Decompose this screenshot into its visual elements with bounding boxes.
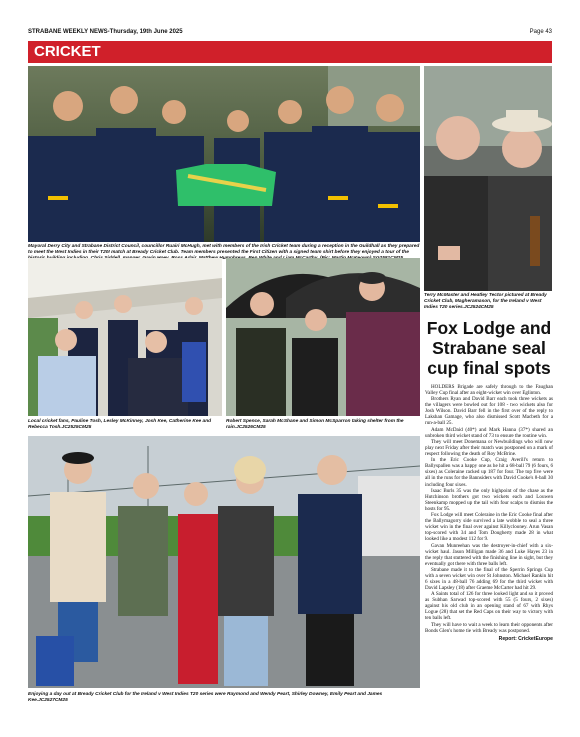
article-paragraph: They will have to wait a week to learn their opponents after Bonds Glen's home tie with Bready was postponed. bbox=[425, 621, 553, 634]
article-paragraph: They will meet Donemana or Newbuildings who will now play next Friday after their match was postponed on a mark of respect following the death of Roy McBrine. bbox=[425, 438, 553, 458]
article-paragraph: Isaac Burls 35 was the only highpoint of the chase as the Hutchinson brothers got two wickets each and Louwen Steenkamp mopped up the tail with four scalps to dismiss the hosts for 95. bbox=[425, 487, 553, 512]
caption-day-out-bready: Enjoying a day out at Bready Cricket Club for the Ireland v West Indies T20 series were Raymond and Wendy Peart, Shirley Downey, Emily Peart and James Kee.JC2527CM25 bbox=[28, 692, 383, 703]
photo-local-fans bbox=[28, 258, 222, 416]
caption-sheltering-rain: Robert Spence, Sarah McShane and Simon McSparron taking shelter from the rain.JC2526CM25 bbox=[226, 419, 404, 430]
article-paragraph: A Saints total of 126 for three looked light and so it proved as Subhan Sarwad top-scored with 55 (5 fours, 2 sixes) against his old club in an opening stand of 67 with Rhys Logue (28) that set the Red Caps on their way to victory with ten balls left. bbox=[425, 591, 553, 622]
article-paragraph: Brothers Ryan and David Barr each took three wickets as the villagers were bowled out for 108 - two wickets also for Josh Wilson. David Barr fell in the first over of the reply to Lakshan Gamage, who also dismissed Scott Macbeth for a run-a-ball 25. bbox=[425, 396, 553, 427]
header-publication: STRABANE WEEKLY NEWS-Thursday, 19th June 2025 bbox=[28, 29, 183, 35]
photo-team-reception bbox=[28, 66, 420, 242]
article-paragraph: In the Eric Cooke Cup, Craig Averill's return to Ballyspallen was a happy one as he hit a 68-ball 79 (6 fours, 6 sixes) as Coleraine racked up 187 for four. The top five were all in the runs for the Bannsiders with David Cooke's 8-ball 30 including four sixes. bbox=[425, 457, 553, 488]
article-body bbox=[425, 384, 553, 642]
page-number: Page 43 bbox=[529, 29, 552, 35]
photo-day-out-bready bbox=[28, 436, 420, 688]
article-paragraph: HOLDERS Brigade are safely through to the Faughan Valley Cup final after an eight-wicket win over Eglinton. bbox=[425, 384, 553, 397]
article-paragraph: Fox Lodge will meet Coleraine in the Eric Cooke final after the Ballymagorry side survived a late wobble to seal a three wicket win in the final over against Killyclooney. Arun Vasan top-scored with 34 and Tom Dougherty made 28 in what looked like a modest 112 for 9. bbox=[425, 512, 553, 543]
caption-terry-heatley: Terry McMaster and Heatley Tector pictured at Bready Cricket Club, Magheramason, for the Ireland v West Indies T20 series.JC2524CM25 bbox=[424, 293, 547, 310]
photo-sheltering-rain bbox=[226, 258, 420, 416]
article-paragraph: Gavan Munreehan was the destroyer-in-chief with a six-wicket haul. Jason Milligan made 36 and Luke Hayes 23 in the reply that stuttered with the finishing line in sight, but they eventually got there with three balls left. bbox=[425, 542, 553, 567]
page-header bbox=[28, 27, 552, 37]
photo-terry-heatley bbox=[424, 66, 552, 291]
section-title: CRICKET bbox=[28, 41, 552, 63]
article-report-credit: Report: CricketEurope bbox=[498, 635, 553, 642]
caption-local-fans: Local cricket fans, Pauline Tosh, Lesley McKinney, Josh Kee, Catherine Kee and Rebecca Tosh.JC2525CM25 bbox=[28, 419, 212, 430]
caption-team-reception: Mayoral Derry City and Strabane District Council, councillor Ruairi McHugh, met with members of the Irish Cricket team during a reception in the Guildhall as they prepared to meet the West Indies in their T20I match at Bready Cricket Club. Team members presented the First Citizen with a signed team shirt before they enjoyed a tour of the bbox=[28, 244, 420, 255]
article-paragraph: Adam McDaid (40*) and Mark Hanna (37*) shared an unbroken third wicket stand of 73 to ensure the routine win. bbox=[425, 426, 553, 439]
article-paragraph: Strabane made it to the final of the Sperrin Springs Cup with a seven wicket win over St Johnston. Michael Rankin hit 6 sixes in a 48-ball 76 adding 69 for the third wicket with David Lapsley (18) after Graeme McCarter had hit 29. bbox=[425, 566, 553, 592]
article-headline: Fox Lodge and Strabane seal cup final spots bbox=[426, 318, 552, 378]
